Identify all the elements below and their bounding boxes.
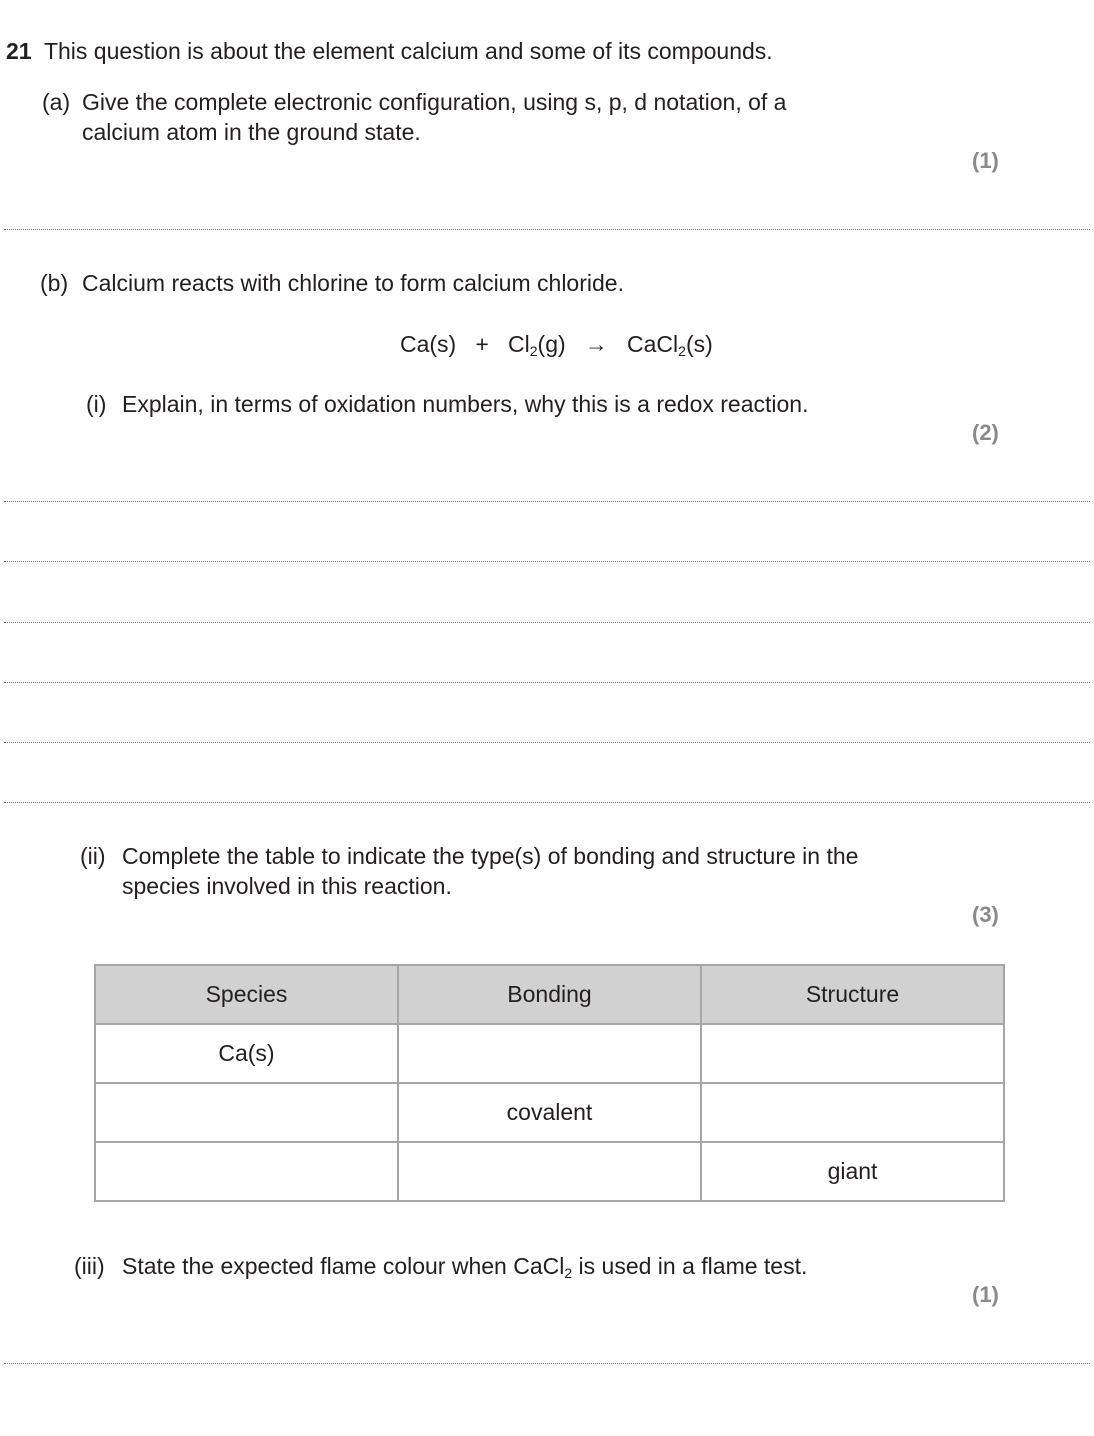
answer-line-b-i-5[interactable] bbox=[4, 742, 1090, 743]
table-row bbox=[95, 1142, 1004, 1201]
question-stem: This question is about the element calcium and some of its compounds. bbox=[43, 38, 773, 64]
equation-plus: + bbox=[475, 331, 489, 357]
answer-line-b-iii[interactable] bbox=[4, 1363, 1090, 1364]
part-b-iii-marks: (1) bbox=[972, 1282, 999, 1307]
part-b-i-marks: (2) bbox=[972, 420, 999, 445]
part-b-ii-label: (ii) bbox=[80, 843, 106, 869]
cell-bonding-answer[interactable] bbox=[398, 1142, 701, 1201]
part-b-iii-label: (iii) bbox=[74, 1253, 105, 1279]
question-number: 21 bbox=[6, 38, 32, 64]
equation-product: CaCl$_2$(s) bbox=[627, 331, 713, 359]
answer-line-a[interactable] bbox=[4, 229, 1090, 230]
part-b-ii-text-line1: Complete the table to indicate the type(s) of bonding and structure in the bbox=[122, 843, 859, 869]
part-b-i-text: Explain, in terms of oxidation numbers, why this is a redox reaction. bbox=[122, 391, 809, 417]
part-a-text-line2: calcium atom in the ground state. bbox=[82, 119, 421, 145]
equation-arrow-icon: → bbox=[584, 331, 608, 357]
cell-bonding-answer[interactable] bbox=[398, 1024, 701, 1083]
part-b-iii-text: State the expected flame colour when CaCl$_2$ is used in a flame test. bbox=[122, 1253, 808, 1281]
part-a-marks: (1) bbox=[972, 148, 999, 173]
cell-structure: giant bbox=[701, 1142, 1004, 1201]
header-bonding: Bonding bbox=[398, 965, 701, 1024]
answer-line-b-i-3[interactable] bbox=[4, 622, 1090, 623]
part-a-text-line1: Give the complete electronic configuration, using s, p, d notation, of a bbox=[82, 89, 787, 115]
answer-line-b-i-6[interactable] bbox=[4, 802, 1090, 803]
cell-species-answer[interactable] bbox=[95, 1142, 398, 1201]
bonding-structure-table bbox=[94, 964, 1005, 1202]
cell-structure-answer[interactable] bbox=[701, 1024, 1004, 1083]
cell-species-answer[interactable] bbox=[95, 1083, 398, 1142]
answer-line-b-i-4[interactable] bbox=[4, 682, 1090, 683]
header-species: Species bbox=[95, 965, 398, 1024]
question-header bbox=[6, 36, 773, 66]
equation-reactant-calcium: Ca(s) bbox=[400, 331, 457, 357]
table-header-row bbox=[95, 965, 1004, 1024]
part-b-i-label: (i) bbox=[86, 391, 107, 417]
cell-structure-answer[interactable] bbox=[701, 1083, 1004, 1142]
part-b-label: (b) bbox=[40, 270, 69, 296]
answer-line-b-i-1[interactable] bbox=[4, 501, 1090, 502]
cell-bonding: covalent bbox=[398, 1083, 701, 1142]
part-a-label: (a) bbox=[42, 89, 71, 115]
cropped-previous-text bbox=[300, 0, 860, 4]
part-b-intro: Calcium reacts with chlorine to form calcium chloride. bbox=[82, 270, 624, 296]
part-b-ii-marks: (3) bbox=[972, 902, 999, 927]
cell-species: Ca(s) bbox=[95, 1024, 398, 1083]
chemical-equation bbox=[400, 329, 713, 359]
table-row bbox=[95, 1083, 1004, 1142]
header-structure: Structure bbox=[701, 965, 1004, 1024]
table-row bbox=[95, 1024, 1004, 1083]
equation-reactant-chlorine: $Cl_2(g)$ bbox=[508, 331, 566, 359]
part-b-ii-text-line2: species involved in this reaction. bbox=[122, 873, 452, 899]
answer-line-b-i-2[interactable] bbox=[4, 561, 1090, 562]
